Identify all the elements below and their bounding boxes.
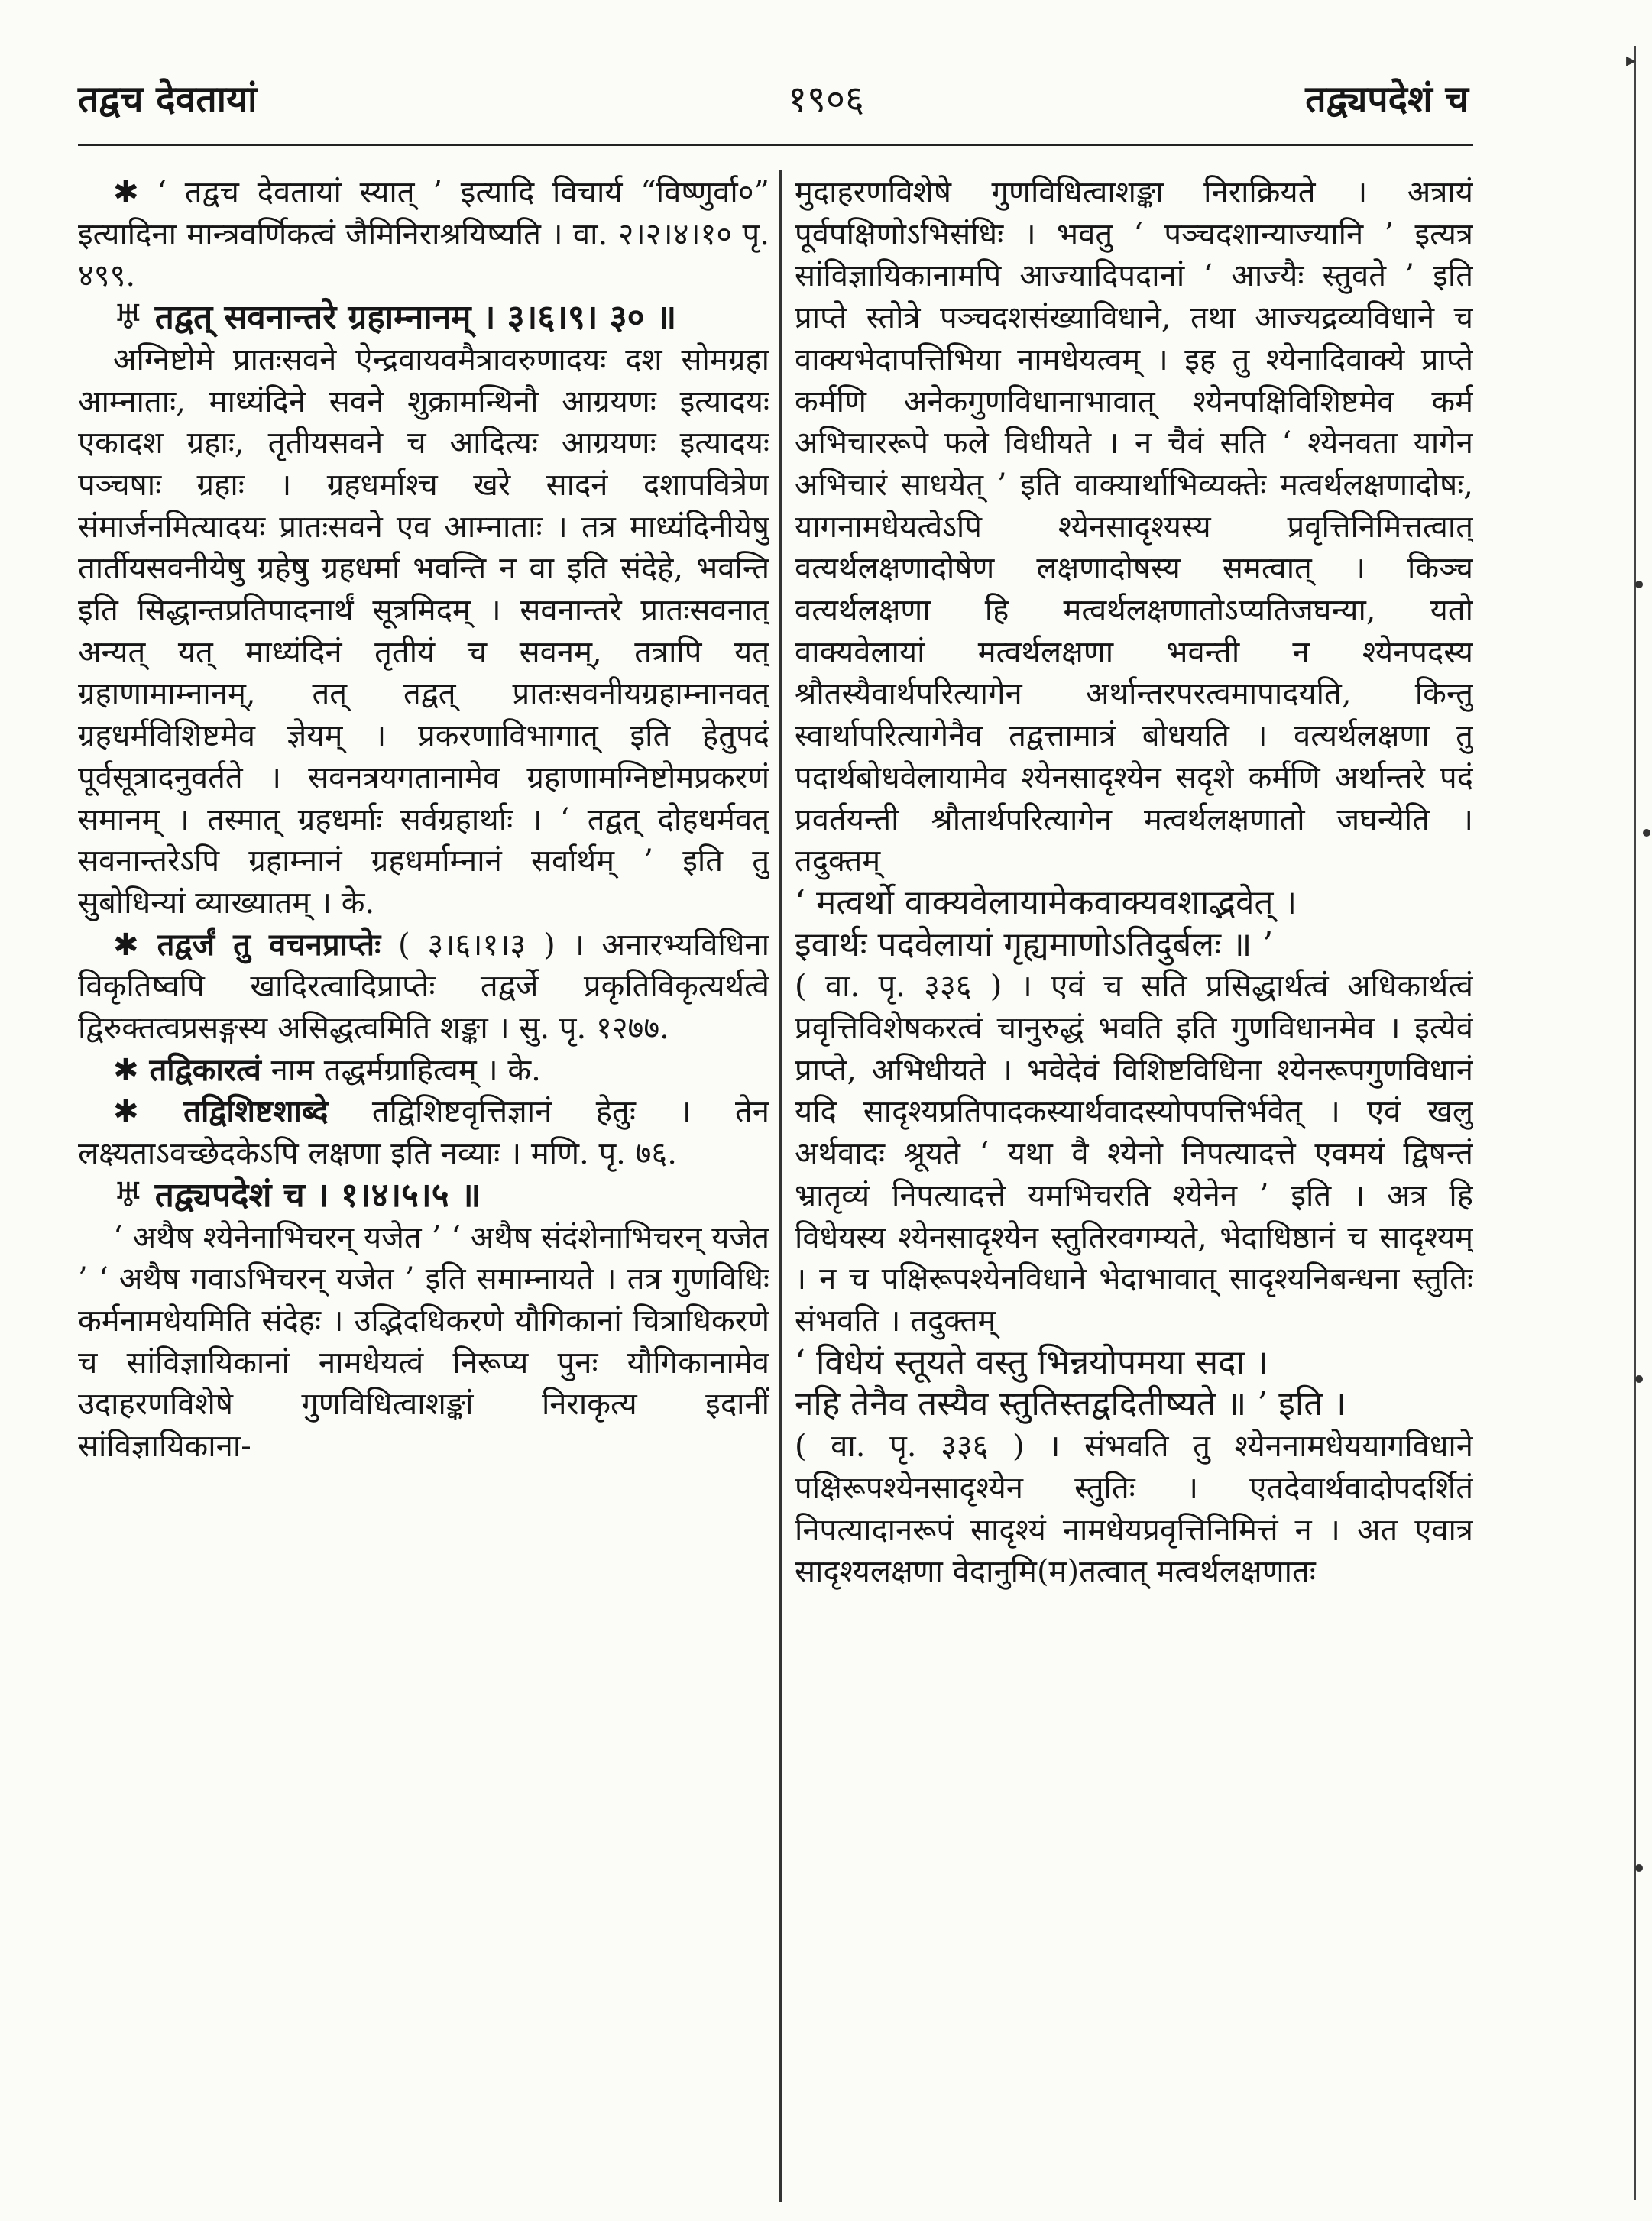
margin-dot-icon	[1635, 1864, 1643, 1872]
page-header	[0, 0, 1652, 122]
verse-tail: इति ।	[1268, 1384, 1346, 1424]
sutra-heading-text: तद्व्यपदेशं च । १।४।५।५ ॥	[143, 1175, 481, 1215]
commentary-paragraph: अग्निष्टोमे प्रातःसवने ऐन्द्रवायवमैत्रावरुणादयः दश सोमग्रहा आम्नाताः, माध्यंदिने सवने शुक्रामन्थिनौ आग्रयणः इत्यादयः एकादश ग्रहाः, तृतीयसवने च आदित्यः आग्रयणः इत्यादयः पञ्चषाः ग्रहाः । ग्रहधर्माश्च खरे सादनं दशापवित्रेण संमार्जनमित्यादयः प्रातःसवने एव आम्नाताः । तत्र माध्यंदिनीयेषु तार्तीयसवनीयेषु ग्रहेषु ग्रहधर्मा भवन्ति न वा इति संदेहे, भवन्ति इति सिद्धान्तप्रतिपादनार्थं सूत्रमिदम् । सवनान्तरे प्रातःसवनात् अन्यत् यत् माध्यंदिनं तृतीयं च सवनम्, तत्रापि यत् ग्रहाणामाम्नानम्, तत् तद्वत् प्रातःसवनीयग्रहाम्नानवत् ग्रहधर्मविशिष्टमेव ज्ञेयम् । प्रकरणाविभागात् इति हेतुपदं पूर्वसूत्रादनुवर्तते । सवनत्रयगतानामेव ग्रहाणामग्निष्टोमप्रकरणं समानम् । तस्मात् ग्रहधर्माः सर्वग्रहार्थाः । ‘ तद्वत् दोहधर्मवत् सवनान्तरेऽपि ग्रहाम्नानं ग्रहधर्माम्नानं सर्वार्थम् ’ इति तु सुबोधिन्यां व्याख्यातम् । के.	[78, 342, 769, 921]
sutra-heading-text: तद्वत् सवनान्तरे ग्रहाम्नानम् । ३।६।९। ३० ॥	[143, 298, 677, 338]
margin-dot-icon	[1635, 581, 1643, 588]
sutra-heading	[78, 297, 769, 339]
entry-paragraph	[78, 1050, 769, 1092]
margin-arrow-icon: ▸	[1626, 49, 1637, 72]
entry-paragraph	[78, 1091, 769, 1174]
entry-text: ( ३।६।१।३ ) । अनारभ्यविधिना विकृतिष्वपि खादिरत्वादिप्राप्तेः तद्वर्जे प्रकृतिविकृत्यर्थत्वे द्विरुक्तत्वप्रसङ्गस्य असिद्धत्वमिति शङ्का । सु. पृ. १२७७.	[78, 927, 769, 1047]
running-head-right: तद्व्यपदेशं च	[1305, 78, 1469, 121]
margin-dot-icon	[1635, 1375, 1643, 1383]
entry-headword: तद्वर्जं तु वचनप्राप्तेः	[138, 926, 381, 963]
left-column	[78, 172, 769, 2197]
verse-line: ‘ विधेयं स्तूयते वस्तु भिन्नयोपमया सदा ।	[795, 1342, 1268, 1382]
entry-paragraph	[78, 924, 769, 1050]
entry-headword: तद्विशिष्टशाब्दे	[138, 1093, 329, 1130]
entry-text: ‘ तद्वच देवतायां स्यात् ’ इत्यादि विचार्य “विष्णुर्वा०” इत्यादिना मान्त्रवर्णिकत्वं जैमिनिराश्रयिष्यति । वा. २।२।४।१० पृ. ४९९.	[78, 175, 769, 294]
sutra-mark-icon: ♅	[113, 1175, 144, 1215]
star-icon: ✱	[113, 1052, 139, 1088]
margin-dot-icon	[1643, 829, 1650, 837]
sutra-heading	[78, 1175, 769, 1217]
star-icon: ✱	[113, 1094, 139, 1130]
verse-line	[795, 1384, 1473, 1426]
verse-line: इवार्थः पदवेलायां गृह्यमाणोऽतिदुर्बलः ॥ ’	[795, 924, 1274, 964]
page-number: १९०६	[788, 78, 864, 121]
commentary-paragraph: ‘ अथैष श्येनेनाभिचरन् यजेत ’ ‘ अथैष संदंशेनाभिचरन् यजेत ’ ‘ अथैष गवाऽभिचरन् यजेत ’ इति समाम्नायते । तत्र गुणविधिः कर्मनामधेयमिति संदेहः । उद्भिदधिकरणे यौगिकानां चित्राधिकरणे च सांविज्ञायिकानां नामधेयत्वं निरूप्य पुनः यौगिकानामेव उदाहरणविशेषे गुणविधित्वाशङ्कां निराकृत्य इदानीं सांविज्ञायिकाना-	[78, 1219, 769, 1465]
commentary-paragraph: ( वा. पृ. ३३६ ) । संभवति तु श्येननामधेययागविधाने पक्षिरूपश्येनसादृश्येन स्तुतिः । एतदेवार्थवादोपदर्शितं निपत्यादानरूपं सादृश्यं नामधेयप्रवृत्तिनिमित्तं न । अत एवात्र सादृश्यलक्षणा वेदानुमि(म)तत्वात् मत्वर्थलक्षणातः	[795, 1429, 1473, 1590]
right-column	[795, 172, 1473, 2197]
sutra-mark-icon: ♅	[113, 298, 144, 338]
star-icon: ✱	[113, 927, 139, 963]
verse-line: ‘ मत्वर्थो वाक्यवेलायामेकवाक्यवशाद्भवेत् ।	[795, 882, 1297, 922]
commentary-paragraph: मुदाहरणविशेषे गुणविधित्वाशङ्का निराक्रियते । अत्रायं पूर्वपक्षिणोऽभिसंधिः । भवतु ‘ पञ्चदशान्याज्यानि ’ इत्यत्र सांविज्ञायिकानामपि आज्यादिपदानां ‘ आज्यैः स्तुवते ’ इति प्राप्ते स्तोत्रे पञ्चदशसंख्याविधाने, तथा आज्यद्रव्यविधाने च वाक्यभेदापत्तिभिया नामधेयत्वम् । इह तु श्येनादिवाक्ये प्राप्ते कर्मणि अनेकगुणविधानाभावात् श्येनपक्षिविशिष्टमेव कर्म अभिचाररूपे फले विधीयते । न चैवं सति ‘ श्येनवता यागेन अभिचारं साधयेत् ’ इति वाक्यार्थाभिव्यक्तेः मत्वर्थलक्षणादोषः, यागनामधेयत्वेऽपि श्येनसादृश्यस्य प्रवृत्तिनिमित्तत्वात् वत्यर्थलक्षणादोषेण लक्षणादोषस्य समत्वात् । किञ्च वत्यर्थलक्षणा हि मत्वर्थलक्षणातोऽप्यतिजघन्या, यतो वाक्यवेलायां मत्वर्थलक्षणा भवन्ती न श्येनपदस्य श्रौतस्यैवार्थपरित्यागेन अर्थान्तरपरत्वमापादयति, किन्तु स्वार्थापरित्यागेनैव तद्वत्तामात्रं बोधयति । वत्यर्थलक्षणा तु पदार्थबोधवेलायामेव श्येनसादृश्येन सदृशे कर्मणि अर्थान्तरे पदं प्रवर्तयन्ती श्रौतार्थपरित्यागेन मत्वर्थलक्षणातो जघन्येति । तदुक्तम्	[795, 175, 1473, 879]
entry-text: तद्विशिष्टवृत्तिज्ञानं हेतुः । तेन लक्ष्यताऽवच्छेदकेऽपि लक्षणा इति नव्याः । मणि. पृ. ७६.	[78, 1094, 769, 1172]
entry-headword: तद्विकारत्वं	[138, 1051, 261, 1088]
commentary-paragraph: ( वा. पृ. ३३६ ) । एवं च सति प्रसिद्धार्थत्वं अधिकार्थत्वं प्रवृत्तिविशेषकरत्वं चानुरुद्धं भवति इति गुणविधानमेव । इत्येवं प्राप्ते, अभिधीयते । भवेदेवं विशिष्टविधिना श्येनरूपगुणविधानं यदि सादृश्यप्रतिपादकस्यार्थवादस्योपपत्तिर्भवेत् । एवं खलु अर्थवादः श्रूयते ‘ यथा वै श्येनो निपत्यादत्ते एवमयं द्विषन्तं भ्रातृव्यं निपत्यादत्ते यमभिचरति श्येनेन ’ इति । अत्र हि विधेयस्य श्येनसादृश्येन स्तुतिरवगम्यते, भेदाधिष्ठानं च सादृश्यम् । न च पक्षिरूपश्येनविधाने भेदाभावात् सादृश्यनिबन्धना स्तुतिः संभवति । तदुक्तम्	[795, 969, 1473, 1339]
entry-paragraph	[78, 172, 769, 297]
header-rule	[78, 144, 1473, 146]
running-head-left: तद्वच देवतायां	[78, 78, 258, 121]
page-edge-rule	[1634, 46, 1636, 2200]
column-divider	[779, 170, 782, 2202]
verse-text: नहि तेनैव तस्यैव स्तुतिस्तद्वदितीष्यते ॥ ’	[795, 1384, 1268, 1424]
star-icon: ✱	[113, 175, 139, 210]
entry-text: नाम तद्धर्मग्राहित्वम् । के.	[261, 1052, 541, 1088]
